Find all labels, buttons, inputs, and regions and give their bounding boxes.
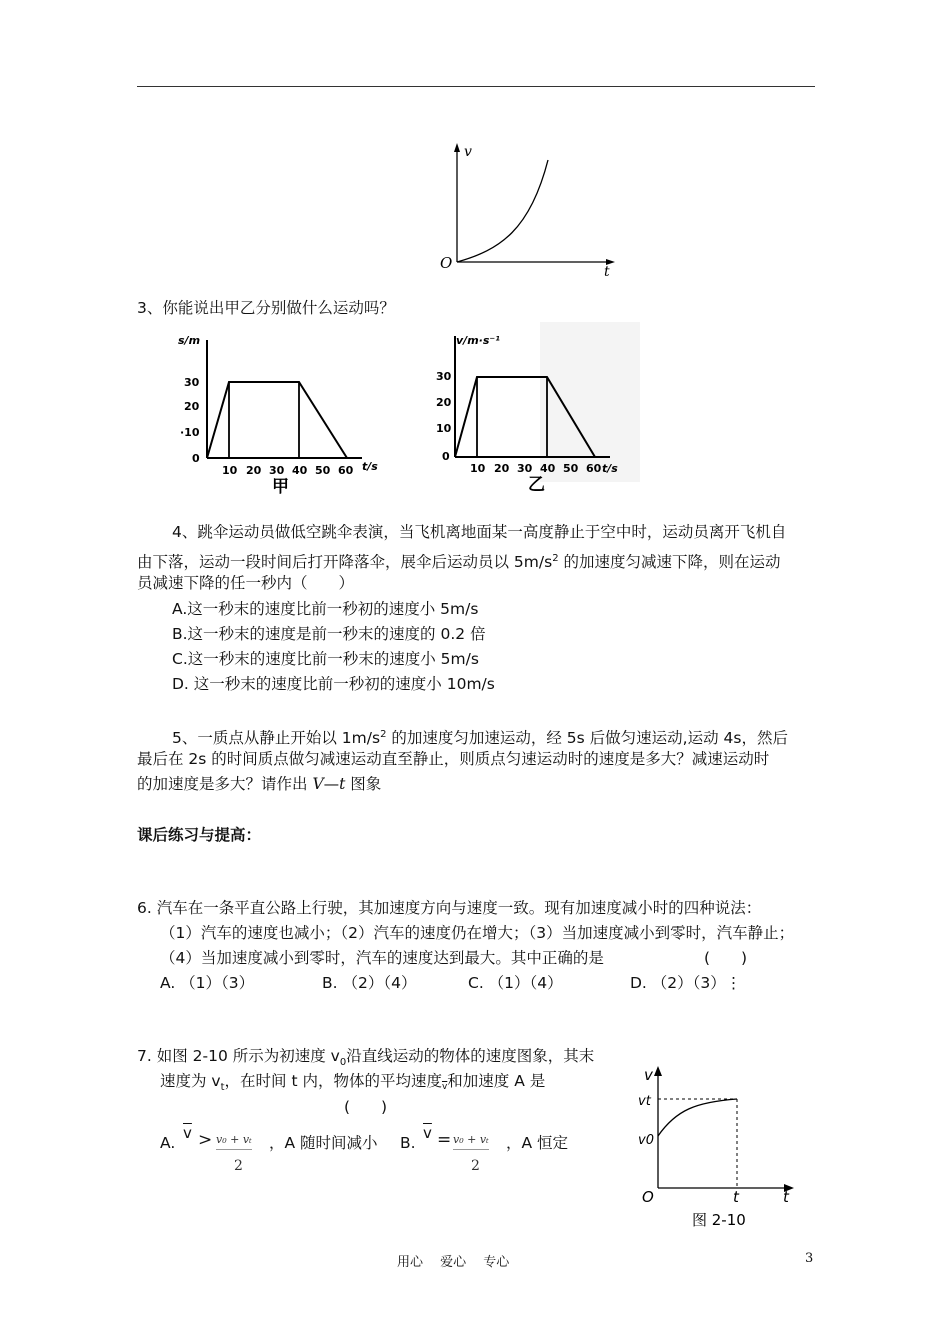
yi-y-label: v/m·s⁻¹ [456,334,500,347]
q7-line1-a: 7. 如图 2-10 所示为初速度 v [137,1047,340,1065]
q5-line3-v: V [312,775,324,793]
figure-top-vt-graph [430,140,620,280]
fig210-v-label: v [644,1066,653,1084]
q6-line3: （4）当加速度减小到零时，汽车的速度达到最大。其中正确的是 [160,949,604,967]
header-rule [137,86,815,87]
q4-line1: 4、跳伞运动员做低空跳伞表演，当飞机离地面某一高度静止于空中时，运动员离开飞机自 [172,523,787,541]
q5-line3-b: 图象 [345,775,382,793]
q7-line1-sub: 0 [339,1057,347,1069]
q6-option-b: B. （2）（4） [322,974,417,992]
jia-caption: 甲 [272,477,289,495]
yi-y-tick-20: 20 [436,396,452,409]
yi-x-unit: t/s [602,462,618,475]
top-graph-origin-label: O [440,254,453,272]
q7-line2-a: 速度为 v [160,1072,221,1090]
fig210-v0-label: v0 [638,1133,654,1148]
yi-x-tick-20: 20 [494,462,510,475]
q4-option-b: B.这一秒末的速度是前一秒末的速度的 0.2 倍 [172,625,486,643]
figure-yi-vt-graph [430,322,650,497]
fig210-t-tick-label: t [733,1188,739,1206]
q6-answer-bracket: ( ) [704,949,748,967]
jia-x-tick-60: 60 [338,464,354,477]
fig210-caption: 图 2-10 [692,1211,746,1229]
q7-option-b-vbar: $\overline{v}$ [423,1124,432,1142]
jia-y-tick-20: 20 [184,400,200,413]
q7-option-a-label: A. [160,1134,176,1152]
q7-option-b-label: B. [400,1134,416,1152]
q6-line1: 6. 汽车在一条平直公路上行驶，其加速度方向与速度一致。现有加速度减小时的四种说法： [137,899,762,917]
q4-line3: 员减速下降的任一秒内（ ） [137,574,355,592]
q6-line2: （1）汽车的速度也减小；（2）汽车的速度仍在增大；（3）当加速度减小到零时，汽车静止； [160,924,795,942]
yi-y-tick-10: 10 [436,422,452,435]
q7-option-b-numerator: v₀ + vₜ [453,1133,489,1150]
q5-line1-b: 的加速度匀加速运动，经 5s 后做匀速运动,运动 4s，然后 [386,729,788,748]
jia-y-tick-30: 30 [184,376,200,389]
fig210-vt-label: vt [638,1094,651,1109]
q4-option-a: A.这一秒末的速度比前一秒初的速度小 5m/s [172,600,479,618]
yi-caption: 乙 [528,475,545,495]
q7-option-a-vbar: $\overline{v}$ [183,1124,192,1142]
q5-line1-a: 5、一质点从静止开始以 1m/s [172,729,381,748]
q7-line2-vbar: $\overline{v}$ [441,1082,448,1092]
section-title: 课后练习与提高： [137,826,262,844]
figure-jia-st-graph [172,330,402,495]
q7-line2-b: ，在时间 t 内，物体的平均速度 [224,1072,442,1090]
q4-line2-sup: 2 [552,553,559,564]
q7-answer-bracket: ( ) [344,1098,388,1116]
q7-option-a-denominator: 2 [234,1158,243,1174]
q3-text: 3、你能说出甲乙分别做什么运动吗？ [137,299,395,317]
jia-x-unit: t/s [362,460,378,473]
q5-line1-sup: 2 [380,729,387,740]
q5-line3-a: 的加速度是多大？请作出 [137,775,313,793]
fig210-origin-label: O [642,1188,654,1206]
jia-x-tick-10: 10 [222,464,238,477]
jia-x-tick-40: 40 [292,464,308,477]
q5-line3 [137,772,381,797]
jia-y-tick-0: 0 [192,452,200,465]
q7-line1-b: 沿直线运动的物体的速度图象，其末 [346,1047,595,1065]
yi-x-tick-60: 60 [586,462,602,475]
q7-option-a-tail: ，A 随时间减小 [269,1134,378,1152]
yi-y-tick-30: 30 [436,370,452,383]
yi-x-tick-40: 40 [540,462,556,475]
yi-x-tick-50: 50 [563,462,579,475]
fig210-t-axis-label: t [783,1188,789,1206]
jia-x-tick-50: 50 [315,464,331,477]
q6-option-d: D. （2）（3）⋮ [630,974,742,992]
yi-y-tick-0: 0 [442,450,450,463]
q4-option-d: D. 这一秒末的速度比前一秒初的速度小 10m/s [172,675,495,693]
top-graph-v-label: v [464,144,472,160]
q6-option-c: C. （1）（4） [468,974,563,992]
footer-page-number: 3 [805,1251,814,1266]
q7-option-b-denominator: 2 [471,1158,480,1174]
q7-line2-c: 和加速度 A 是 [447,1072,546,1090]
q5-line3-t: t [339,775,346,793]
q6-option-a: A. （1）（3） [160,974,255,992]
q7-option-b-op: = [437,1130,452,1150]
q7-option-a-op: > [198,1130,213,1150]
yi-x-tick-30: 30 [517,462,533,475]
jia-x-tick-30: 30 [269,464,285,477]
jia-y-label: s/m [178,334,201,347]
yi-x-tick-10: 10 [470,462,486,475]
q7-line2-sub: t [220,1082,225,1094]
q4-line2-b: 的加速度匀减速下降，则在运动 [558,553,781,572]
q5-line3-dash: — [323,775,340,793]
jia-y-tick-10: ·10 [180,426,200,439]
footer-motto: 用心 爱心 专心 [397,1255,510,1270]
q5-line2: 最后在 2s 的时间质点做匀减速运动直至静止，则质点匀速运动时的速度是多大？减速运动时 [137,750,770,768]
q7-option-b-tail: ，A 恒定 [506,1134,569,1152]
q4-option-c: C.这一秒末的速度比前一秒末的速度小 5m/s [172,650,479,668]
jia-x-tick-20: 20 [246,464,262,477]
top-graph-t-label: t [604,264,610,280]
q7-option-a-numerator: v₀ + vₜ [216,1133,252,1150]
figure-2-10-vt-graph [636,1062,806,1232]
q4-line2-a: 由下落，运动一段时间后打开降落伞，展伞后运动员以 5m/s [137,553,553,572]
